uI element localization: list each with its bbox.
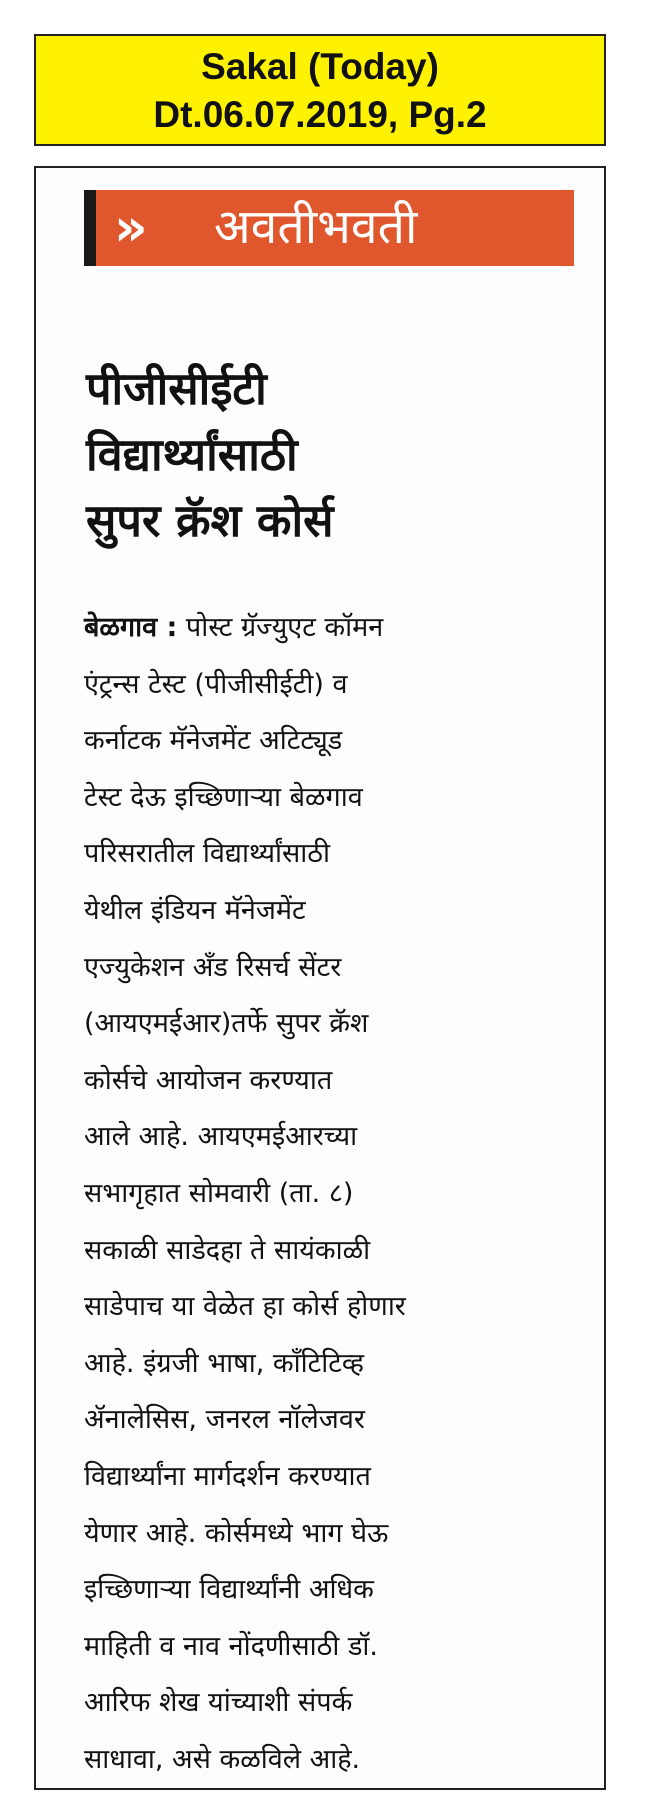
article-text: पोस्ट ग्रॅज्युएट कॉमन एंट्रन्स टेस्ट (पीजीसीईटी) व कर्नाटक मॅनेजमेंट अटिट्यूड टेस्ट देऊ इच्छिणाऱ्या बेळगाव परिसरातील विद्यार्थ्यांसाठी येथील इंडियन मॅनेजमेंट एज्युकेशन अँड रिसर्च सेंटर (आयएमईआर)तर्फे सुपर क्रॅश कोर्सचे आयोजन करण्यात आले आहे. आयएमईआरच्या सभागृहात सोमवारी (ता. ८) सकाळी साडेदहा ते सायंकाळी साडेपाच या वेळेत हा कोर्स होणार आहे. इंग्रजी भाषा, कॉंटिटिव्ह ॲनालेसिस, जनरल नॉलेजवर विद्यार्थ्यांना मार्गदर्शन करण्यात येणार आहे. कोर्समध्ये भाग घेऊ इच्छिणाऱ्या विद्यार्थ्यांनी अधिक माहिती व नाव नोंदणीसाठी डॉ. आरिफ शेख यांच्याशी संपर्क साधावा, असे कळविले आहे. [84, 612, 406, 1775]
double-chevron-icon: » [114, 198, 148, 258]
source-citation-box [34, 34, 606, 146]
publication-name: Sakal (Today) [201, 46, 439, 87]
article-body [84, 600, 594, 1788]
publication-date-page: Dt.06.07.2019, Pg.2 [153, 94, 487, 135]
section-banner [96, 190, 574, 266]
section-label: अवतीभवती [214, 199, 418, 255]
article-headline: पीजीसीईटी विद्यार्थ्यांसाठी सुपर क्रॅश कोर्स [86, 362, 334, 547]
newspaper-clipping [34, 166, 606, 1790]
article-dateline: बेळगाव : [84, 612, 178, 643]
